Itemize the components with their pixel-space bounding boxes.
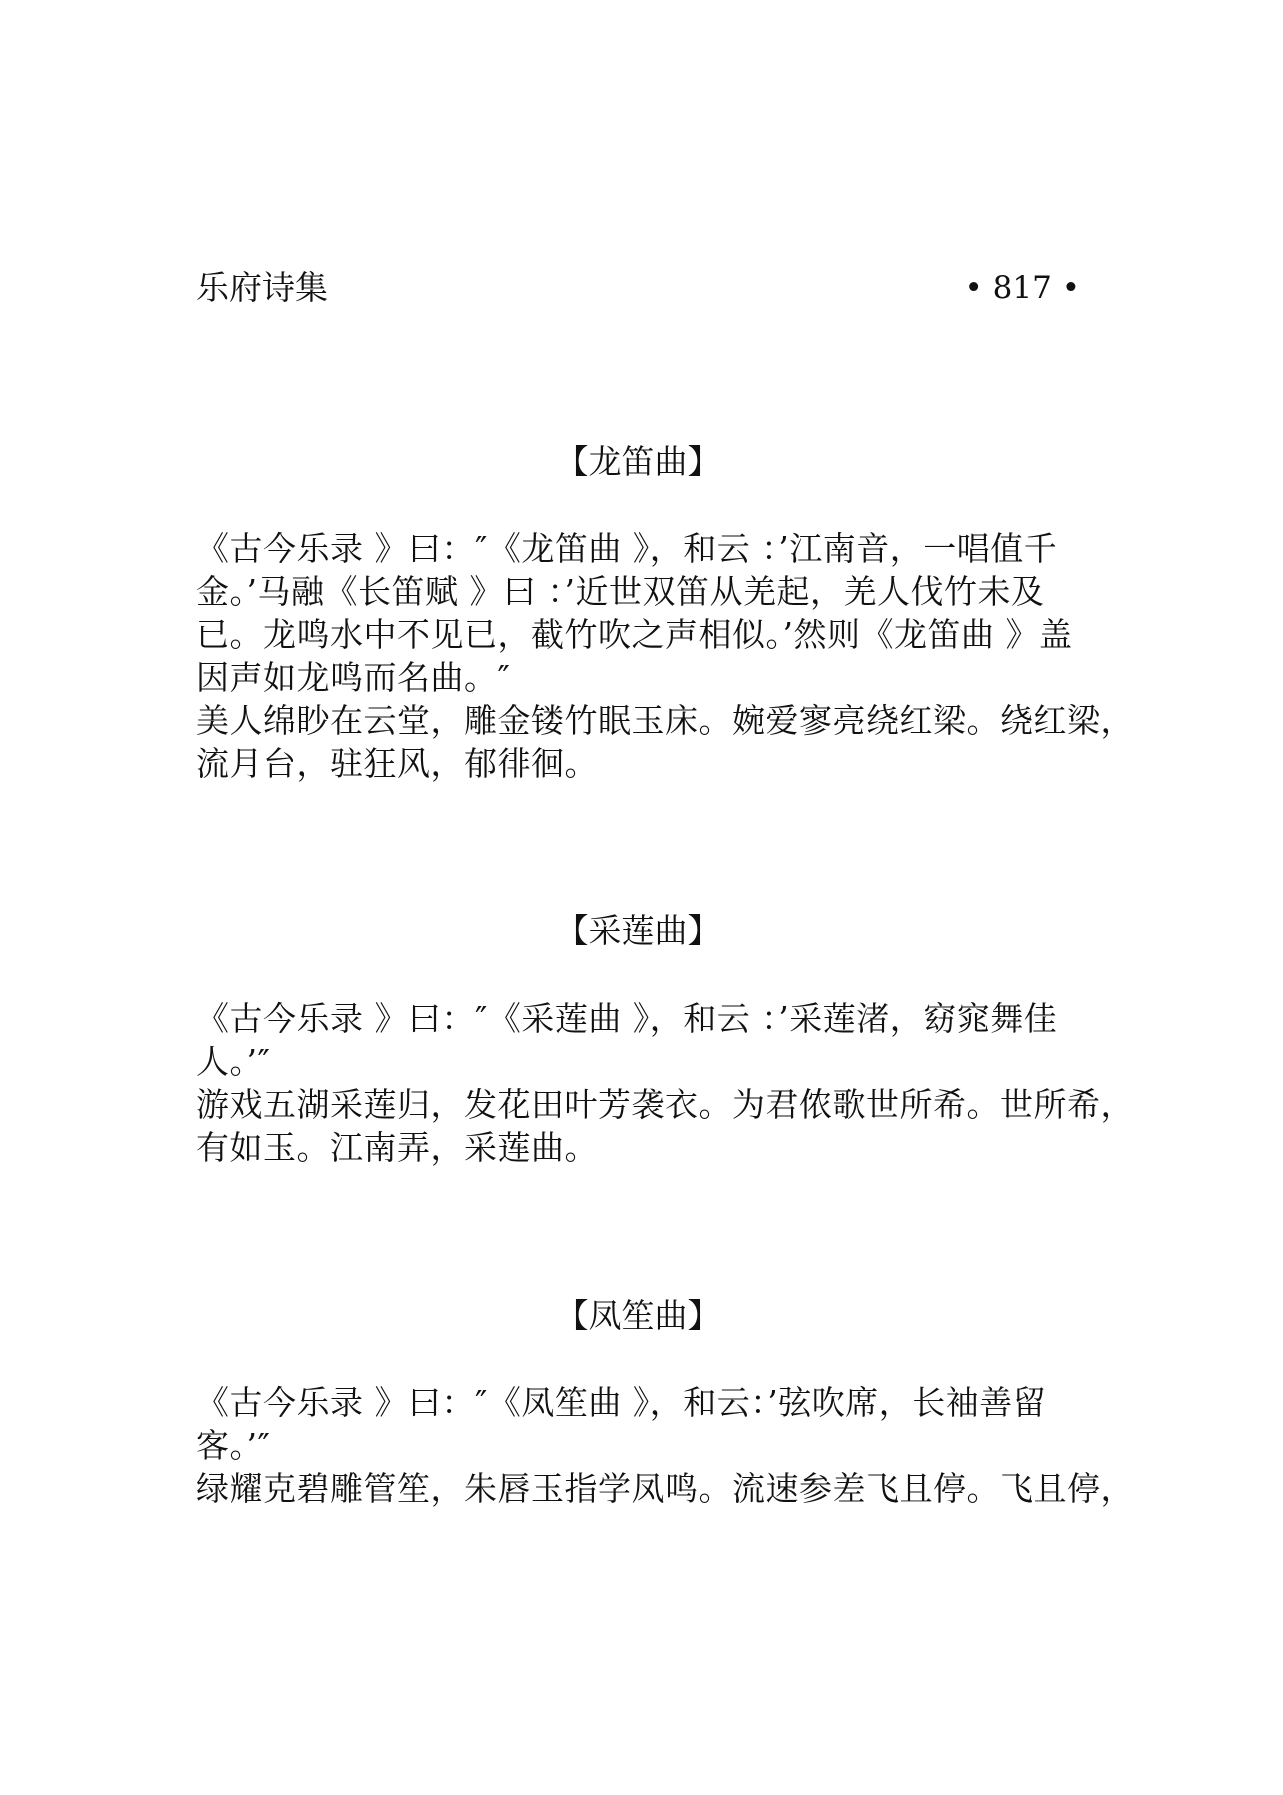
poem-line: 绿耀克碧雕管笙，朱唇玉指学凤鸣。流速参差飞且停。飞且停， [196,1469,1134,1508]
poem-line: 美人绵眇在云堂，雕金镂竹眠玉床。婉爱寥亮绕红梁。绕红梁， [196,701,1134,740]
text-line: 因声如龙鸣而名曲。″ [196,658,511,697]
text-line: 已。龙鸣水中不见已，截竹吹之声相似。’然则《龙笛曲 》盖 [196,615,1073,654]
poem-line: 有如玉。江南弄，采莲曲。 [196,1128,598,1167]
section-title-longdiqu: 【龙笛曲】 [555,442,721,481]
poem-line: 游戏五湖采莲归，发花田叶芳袭衣。为君侬歌世所希。世所希， [196,1085,1134,1124]
poem-line: 流月台，驻狂风，郁徘徊。 [196,744,598,783]
text-line: 《古今乐录 》曰：″《采莲曲 》，和云 ：’采莲渚，窈窕舞佳 [196,999,1058,1038]
text-line: 金。’马融《长笛赋 》曰 ：’近世双笛从羌起，羌人伐竹未及 [196,572,1045,611]
section-title-fengshengqu: 【凤笙曲】 [555,1296,721,1335]
text-line: 《古今乐录 》曰：″《凤笙曲 》，和云：’弦吹席，长袖善留 [196,1383,1047,1422]
section-title-cailianqu: 【采莲曲】 [555,911,721,950]
text-line: 《古今乐录 》曰：″《龙笛曲 》，和云 ：’江南音，一唱值千 [196,529,1058,568]
running-title: 乐府诗集 [196,268,328,307]
page-number: • 817 • [964,270,1080,306]
text-line: 客。’″ [196,1426,271,1465]
page-header [196,266,1080,310]
text-line: 人。’″ [196,1042,271,1081]
